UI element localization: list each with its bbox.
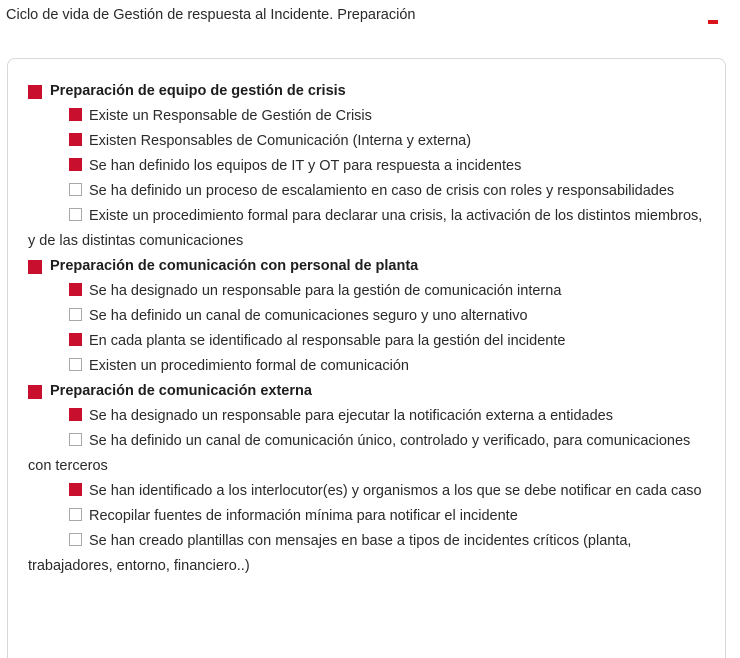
group-marker-icon	[28, 385, 42, 399]
checkbox-checked[interactable]	[69, 158, 82, 171]
checklist-item-label: Existe un Responsable de Gestión de Crisis	[89, 108, 372, 124]
checkbox-unchecked[interactable]	[69, 433, 82, 446]
group-marker-icon	[28, 85, 42, 99]
group-title-label: Preparación de comunicación con personal de planta	[50, 258, 419, 274]
group-title	[28, 79, 708, 104]
checkbox-unchecked[interactable]	[69, 208, 82, 221]
checklist-item-label: Se han identificado a los interlocutor(es) y organismos a los que se debe notificar en cada caso	[89, 483, 702, 499]
checklist-content	[28, 79, 708, 579]
checklist-item	[28, 204, 708, 254]
checklist-item	[28, 429, 708, 479]
checkbox-checked[interactable]	[69, 283, 82, 296]
checklist-item-label: Se ha definido un canal de comunicación único, controlado y verificado, para comunicaciones con terceros	[28, 433, 691, 474]
checklist-item-label: Se ha designado un responsable para la gestión de comunicación interna	[89, 283, 562, 299]
checklist-item-label: Se ha designado un responsable para ejecutar la notificación externa a entidades	[89, 408, 613, 424]
checklist-item-label: Recopilar fuentes de información mínima para notificar el incidente	[89, 508, 518, 524]
checklist-item-label: Existen Responsables de Comunicación (Interna y externa)	[89, 133, 472, 149]
checklist-item-label: Se han creado plantillas con mensajes en base a tipos de incidentes críticos (planta, trabajadores, entorno, financiero..)	[28, 533, 632, 574]
checklist-item	[28, 504, 708, 529]
checkbox-unchecked[interactable]	[69, 308, 82, 321]
checklist-item	[28, 154, 708, 179]
checklist-item	[28, 304, 708, 329]
group-title-label: Preparación de comunicación externa	[50, 383, 312, 399]
group-title	[28, 379, 708, 404]
collapse-toggle-icon[interactable]	[708, 20, 718, 24]
checklist-item	[28, 329, 708, 354]
checklist-item-label: Se ha definido un canal de comunicaciones seguro y uno alternativo	[89, 308, 528, 324]
checklist-item	[28, 104, 708, 129]
checklist-item-label: Se han definido los equipos de IT y OT para respuesta a incidentes	[89, 158, 522, 174]
section-title: Ciclo de vida de Gestión de respuesta al Incidente. Preparación	[6, 7, 416, 23]
checklist-item	[28, 179, 708, 204]
checklist-item-label: Se ha definido un proceso de escalamiento en caso de crisis con roles y responsabilidades	[89, 183, 675, 199]
checkbox-checked[interactable]	[69, 333, 82, 346]
group-title-label: Preparación de equipo de gestión de crisis	[50, 83, 346, 99]
checkbox-checked[interactable]	[69, 108, 82, 121]
checkbox-checked[interactable]	[69, 408, 82, 421]
checkbox-checked[interactable]	[69, 133, 82, 146]
checkbox-unchecked[interactable]	[69, 358, 82, 371]
checklist-item	[28, 129, 708, 154]
checkbox-checked[interactable]	[69, 483, 82, 496]
checkbox-unchecked[interactable]	[69, 533, 82, 546]
checklist-item-label: Existen un procedimiento formal de comunicación	[89, 358, 409, 374]
checkbox-unchecked[interactable]	[69, 183, 82, 196]
checklist-item	[28, 354, 708, 379]
checklist-item	[28, 479, 708, 504]
group-marker-icon	[28, 260, 42, 274]
checklist-item-label: En cada planta se identificado al responsable para la gestión del incidente	[89, 333, 566, 349]
checkbox-unchecked[interactable]	[69, 508, 82, 521]
checklist-item	[28, 529, 708, 579]
checklist-item-label: Existe un procedimiento formal para declarar una crisis, la activación de los distintos miembros, y de las distintas comunicaciones	[28, 208, 703, 249]
group-title	[28, 254, 708, 279]
checklist-item	[28, 279, 708, 304]
checklist-item	[28, 404, 708, 429]
